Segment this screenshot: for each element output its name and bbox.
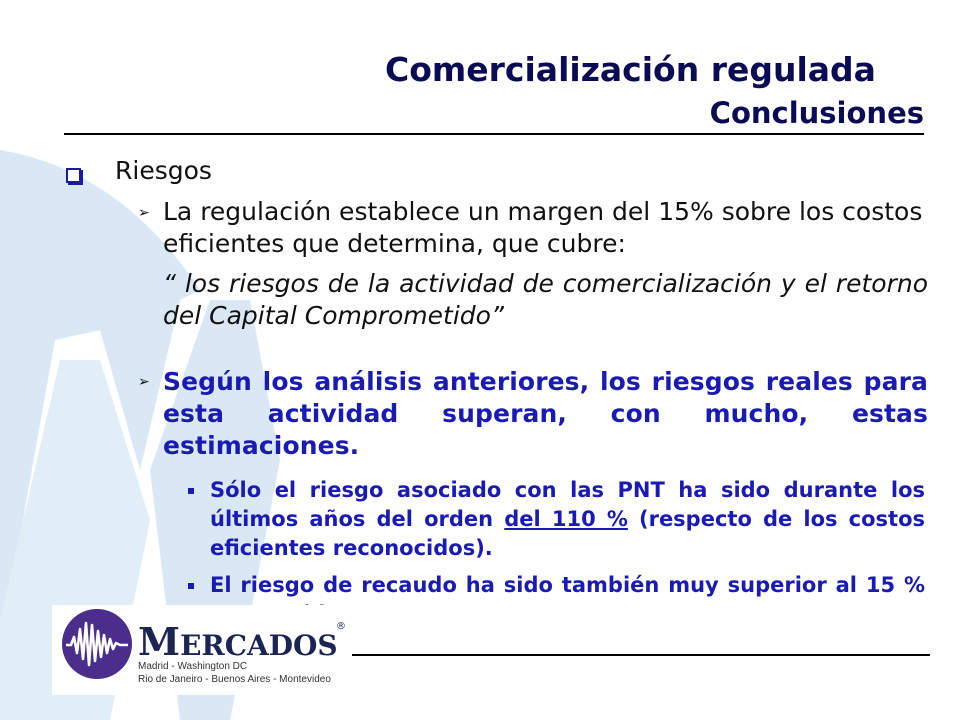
logo-locations-line1: Madrid - Washington DC xyxy=(138,661,248,672)
section-heading: Riesgos xyxy=(115,156,212,185)
sub-bullet-pnt xyxy=(210,476,925,563)
slide-title: Comercialización regulada xyxy=(385,50,876,89)
sub-bullet-pnt-text: Sólo el riesgo asociado con las PNT ha sido durante los últimos años del orden xyxy=(210,478,925,531)
mercados-wave-logo-icon xyxy=(60,607,134,681)
logo-wordmark xyxy=(138,619,338,664)
arrow-bullet-icon: ➢ xyxy=(138,374,150,390)
logo-wordmark-initial: M xyxy=(138,619,181,664)
quote-text: “ los riesgos de la actividad de comercialización y el retorno del Capital Comprometido” xyxy=(163,269,928,330)
arrow-bullet-icon: ➢ xyxy=(138,205,150,221)
registered-mark: ® xyxy=(336,621,346,632)
checkbox-bullet-icon xyxy=(66,168,81,183)
sub-bullet-recaudo: El riesgo de recaudo ha sido también muy superior al 15 % xyxy=(210,573,925,597)
bullet-margin-text: La regulación establece un margen del 15% sobre los costos eficientes que determina, que cubre: xyxy=(163,197,923,258)
mercados-logo xyxy=(52,605,352,695)
sub-bullet-pnt-text-end: (respecto de los costos eficientes reconocidos). xyxy=(210,507,925,560)
logo-locations-line2: Rio de Janeiro - Buenos Aires - Montevideo xyxy=(138,674,331,685)
logo-wordmark-rest: ERCADOS xyxy=(180,629,338,662)
footer-divider xyxy=(352,654,930,656)
bullet-risks-text: Según los análisis anteriores, los riesgos reales para esta actividad superan, con mucho, estas estimaciones. xyxy=(163,367,928,460)
square-bullet-icon xyxy=(188,583,194,589)
underlined-value: del 110 % xyxy=(504,507,628,531)
title-divider xyxy=(64,133,924,135)
square-bullet-icon xyxy=(188,488,194,494)
slide-subtitle: Conclusiones xyxy=(709,96,924,130)
